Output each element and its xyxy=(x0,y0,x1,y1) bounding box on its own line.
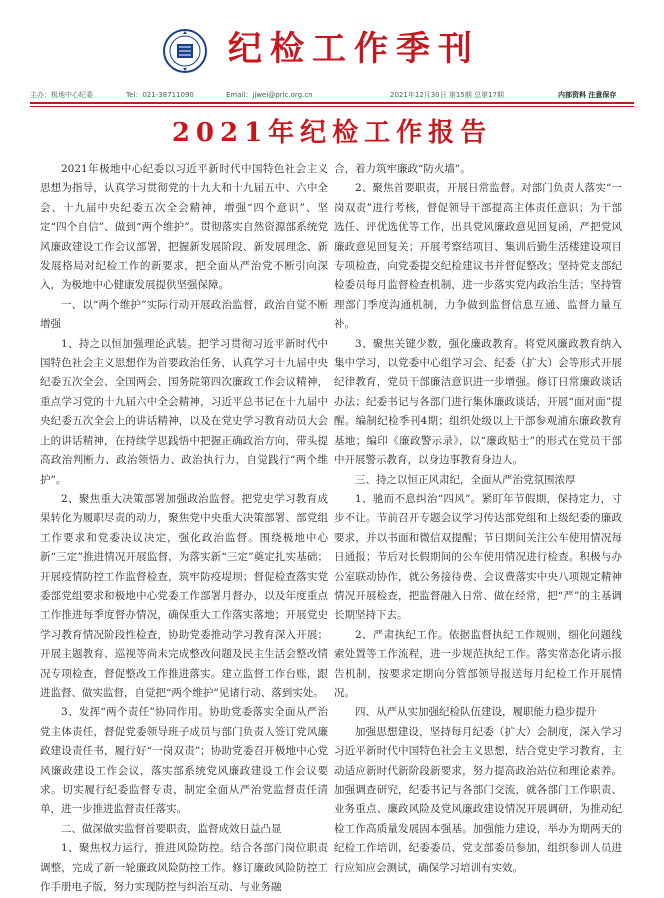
body-paragraph: 1、持之以恒加强理论武装。把学习贯彻习近平新时代中国特色社会主义思想作为首要政治任务，认真学习十九届中央纪委五次全会、全国两会、国务院第四次廉政工作会议精神，重点学习党的十九届六中全会精神，习近平总书记在十九届中央纪委五次全会上的讲话精神，以及在党史学习教育动员大会上的讲话精神，在持续学思践悟中把握正确政治方向，带头提高政治判断力、政治领悟力、政治执行力，自觉践行“两个维护”。 xyxy=(40,337,328,486)
header-divider-thin xyxy=(30,106,634,107)
body-paragraph: 2、聚焦首要职责，开展日常监督。对部门负责人落实“一岗双责”进行考核，督促领导干部提高主体责任意识；为干部选任、评优选优等工作，出具党风廉政意见回复函，严把党风廉政意见回复关；开展考察结项目、集训后勤生活楼建设项目专项检查，向党委提交纪检建议书并督促整改；坚持党支部纪检委员每月监督检查机制，进一步落实党内政治生活；坚持管理部门季度沟通机制，力争做到监督信息互通、监督力量互补。 xyxy=(334,182,622,331)
body-paragraph: 1、聚焦权力运行，推进风险防控。结合各部门岗位职责调整，完成了新一轮廉政风险防控工作。修订廉政风险防控工作手册电子版，努力实现防控与纠治互动、与业务融 xyxy=(40,842,328,894)
body-paragraph: 3、聚焦关键少数，强化廉政教育。将党风廉政教育纳入集中学习，以党委中心组学习会、纪委（扩大）会等形式开展纪律教育，党员干部廉洁意识进一步增强。修订日常廉政谈话办法；纪委书记与各部门进行集体廉政谈话，开展“面对面”提醒。编制纪检季刊4期；组织处级以上干部参观浦东廉政教育基地；编印《廉政警示录》，以“廉政贴士”的形式在党员干部中开展警示教育，以身边事教育身边人。 xyxy=(334,337,622,467)
body-paragraph: 3、发挥“两个责任”协同作用。协助党委落实全面从严治党主体责任，督促党委领导班子成员与部门负责人签订党风廉政建设责任书，履行好“一岗双责”；协助党委召开极地中心党风廉政建设工作会议，落实部系统党风廉政建设工作会议要求。切实履行纪委监督专责，制定全面从严治党监督责任清单，进一步推进监督责任落实。 xyxy=(40,706,328,816)
section-heading: 四、从严从实加强纪检队伍建设，履职能力稳步提升 xyxy=(355,706,597,719)
section-heading: 三、持之以恒正风肃纪，全面从严治党氛围浓厚 xyxy=(355,473,576,486)
publication-title: 纪检工作季刊 xyxy=(228,29,480,69)
section-heading: 二、做深做实监督首要职责，监督成效日益凸显 xyxy=(61,822,282,835)
classification-text: 内部资料 注意保存 xyxy=(558,91,617,99)
masthead xyxy=(0,0,664,92)
section-heading: 一、以“两个维护”实际行动开展政治监督，政治自觉不断增强 xyxy=(40,298,328,331)
header-divider xyxy=(30,102,634,104)
body-paragraph: 2021年极地中心纪委以习近平新时代中国特色社会主义思想为指导，认真学习贯彻党的十九大和十九届五中、六中全会、十九届中央纪委五次全会精神，增强“四个意识”、坚定“四个自信”、做到“两个维护”。贯彻落实自然资源部系统党风廉政建设工作会议部署，把握新发展阶段、新发展理念、新发展格局对纪检工作的新要求，把全面从严治党不断引向深入，为极地中心健康发展提供坚强保障。 xyxy=(40,163,328,292)
article-headline: 2021年纪检工作报告 xyxy=(171,118,493,148)
sponsor-text: 主办：极地中心纪委 xyxy=(30,91,93,99)
university-seal-icon xyxy=(162,28,208,74)
body-paragraph: 2、聚焦重大决策部署加强政治监督。把党史学习教育成果转化为履职尽责的动力，聚焦党中央重大决策部署、部党组工作要求和党委决议决定，强化政治监督。围绕极地中心新“三定”推进情况开展监督，为落实新“三定”奠定扎实基础；开展疫情防控工作监督检查，筑牢防疫堤坝；督促检查落实党委部党组要求和极地中心党委工作部署月督办，以及年度重点工作推进每季度督办情况，确保重大工作落实落地；开展党史学习教育情况阶段性检查，协助党委推动学习教育深入开展；开展主题教育、巡视等尚未完成整改问题及民主生活会整改情况专项检查，督促整改工作推进落实。建立监督工作台账，跟进监督、做实监督，自觉把“两个维护”见诸行动、落到实处。 xyxy=(40,492,328,699)
body-paragraph: 加强思想建设，坚持每月纪委（扩大）会制度，深入学习习近平新时代中国特色社会主义思想，结合党史学习教育，主动适应新时代新阶段新要求，努力提高政治站位和理论素养。加强调查研究，纪委书记与各部门交流，就各部门工作职责、业务重点、廉政风险及党风廉政建设情况开展调研，为推动纪检工作高质量发展固本强基。加强能力建设，举办为期两天的纪检工作培训，纪委委员、党支部委员参加，组织参训人员进行应知应会测试，确保学习培训有实效。 xyxy=(334,725,622,874)
date-issue-text: 2021年12月30日 第15期 总第17期 xyxy=(390,91,504,99)
right-column xyxy=(334,160,622,878)
phone-text: Tel：021-38711090 xyxy=(126,91,194,99)
body-paragraph: 2、严肃执纪工作。依据监督执纪工作规则，细化问题线索处置等工作流程，进一步规范执纪工作。落实常态化请示报告机制，按要求定期向分管部领导报送每月纪检工作开展情况。 xyxy=(334,628,622,699)
info-bar xyxy=(30,88,634,102)
body-paragraph: 1、驰而不息纠治“四风”。紧盯年节假期，保持定力，寸步不让。节前召开专题会议学习传达部党组和上级纪委的廉政要求，并以书面和微信双提醒；节日期间关注公车使用情况每日通报；节后对长假期间的公车使用情况进行检查。积极与办公室联动协作，就公务接待费、会议费落实中央八项规定精神情况开展检查，把监督融入日常、做在经常，把“严”的主基调长期坚持下去。 xyxy=(334,492,622,622)
email-text: Email：jjwei@pric.org.cn xyxy=(226,91,313,99)
body-paragraph: 合，着力筑牢廉政“防火墙”。 xyxy=(334,163,471,175)
left-column xyxy=(40,160,328,897)
